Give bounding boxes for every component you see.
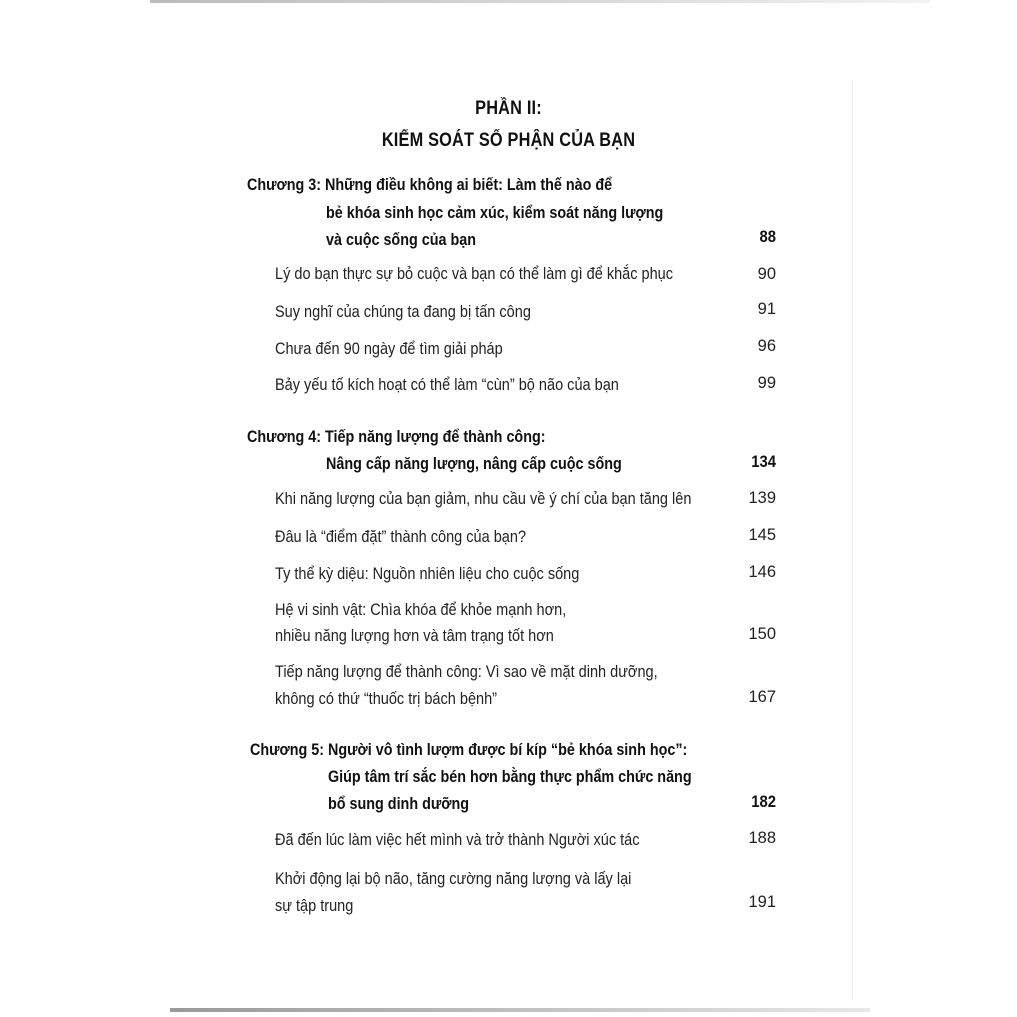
section-page-number: 91 xyxy=(757,300,776,318)
chapter-title-line: bẻ khóa sinh học cảm xúc, kiểm soát năng lượng xyxy=(326,204,664,222)
section-page-number: 146 xyxy=(748,563,776,581)
section-title: Ty thể kỳ diệu: Nguồn nhiên liệu cho cuộc sống xyxy=(275,565,580,583)
part-label: PHẦN II: xyxy=(475,98,542,119)
chapter-title-line: bổ sung dinh dưỡng xyxy=(328,795,469,813)
section-page-number: 145 xyxy=(748,526,776,544)
chapter-page-number: 134 xyxy=(751,453,776,471)
chapter-page-number: 182 xyxy=(751,793,776,811)
section-title: không có thứ “thuốc trị bách bệnh” xyxy=(275,690,498,708)
section-title: Hệ vi sinh vật: Chìa khóa để khỏe mạnh hơn, xyxy=(275,601,567,619)
section-title: Lý do bạn thực sự bỏ cuộc và bạn có thể làm gì để khắc phục xyxy=(275,265,674,283)
section-title: Khi năng lượng của bạn giảm, nhu cầu về ý chí của bạn tăng lên xyxy=(275,490,692,508)
section-page-number: 96 xyxy=(757,337,776,355)
chapter-title-line: Chương 3: Những điều không ai biết: Làm thế nào để xyxy=(247,176,613,194)
section-page-number: 99 xyxy=(757,374,776,392)
section-title: Khởi động lại bộ não, tăng cường năng lượng và lấy lại xyxy=(275,870,632,888)
section-page-number: 188 xyxy=(748,829,776,847)
chapter-title-line: Chương 4: Tiếp năng lượng để thành công: xyxy=(247,428,546,446)
part-title: KIỂM SOÁT SỐ PHẬN CỦA BẠN xyxy=(381,130,636,151)
section-title: Chưa đến 90 ngày để tìm giải pháp xyxy=(275,340,503,358)
section-title: Đâu là “điểm đặt” thành công của bạn? xyxy=(275,528,527,546)
section-title: Đã đến lúc làm việc hết mình và trở thành Người xúc tác xyxy=(275,831,640,849)
section-page-number: 150 xyxy=(748,625,776,643)
section-title: Bảy yếu tố kích hoạt có thể làm “cùn” bộ não của bạn xyxy=(275,376,619,394)
chapter-title-line: và cuộc sống của bạn xyxy=(326,231,476,249)
section-title: nhiều năng lượng hơn và tâm trạng tốt hơn xyxy=(275,627,554,645)
section-title: Suy nghĩ của chúng ta đang bị tấn công xyxy=(275,303,531,321)
section-page-number: 167 xyxy=(748,688,776,706)
section-title: sự tập trung xyxy=(275,897,354,915)
page-edge-bottom xyxy=(170,1008,870,1012)
chapter-title-line: Giúp tâm trí sắc bén hơn bằng thực phẩm chức năng xyxy=(328,768,692,786)
section-page-number: 139 xyxy=(748,489,776,507)
section-page-number: 90 xyxy=(757,265,776,283)
chapter-page-number: 88 xyxy=(759,228,776,246)
page-edge-top xyxy=(150,0,930,3)
chapter-title-line: Nâng cấp năng lượng, nâng cấp cuộc sống xyxy=(326,455,622,473)
section-title: Tiếp năng lượng để thành công: Vì sao về mặt dinh dưỡng, xyxy=(275,663,658,681)
page-edge-right xyxy=(852,80,853,1000)
section-page-number: 191 xyxy=(748,893,776,911)
chapter-title-line: Chương 5: Người vô tình lượm được bí kíp “bẻ khóa sinh học”: xyxy=(250,741,688,759)
